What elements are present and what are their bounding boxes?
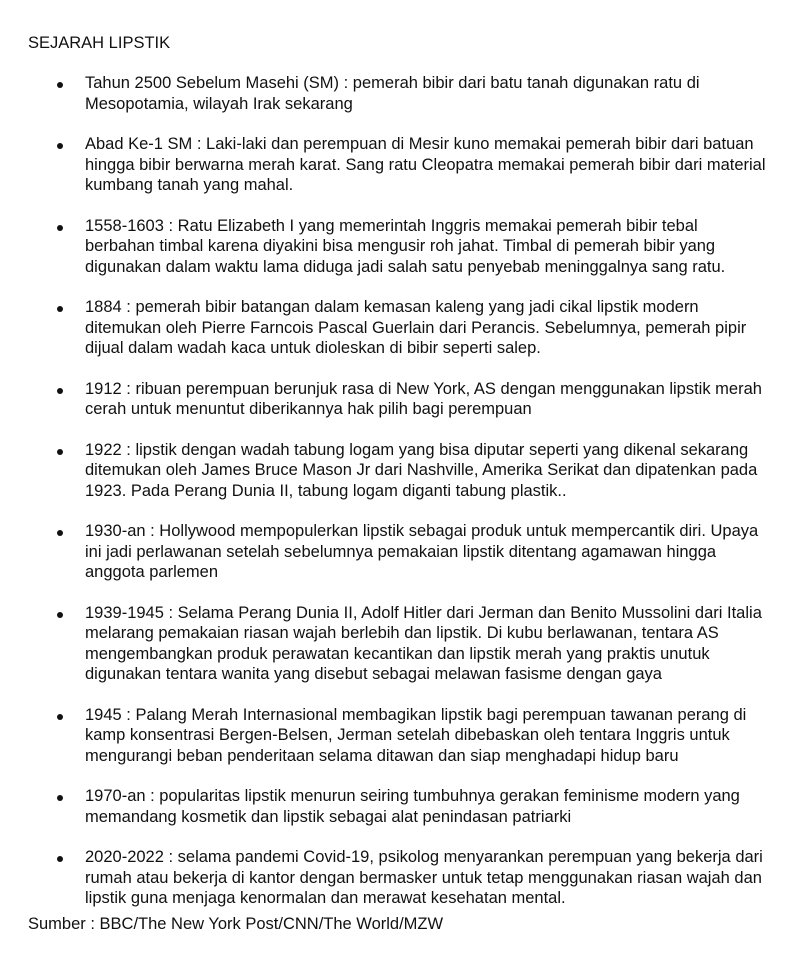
bullet-icon [57,714,63,720]
bullet-icon [57,795,63,801]
list-item-text: 1884 : pemerah bibir batangan dalam kemasan kaleng yang jadi cikal lipstik modern ditemukan oleh Pierre Farncois Pascal Guerlain dari Perancis. Sebelumnya, pemerah pipir dijual dalam wadah kaca untuk dioleskan di bibir seperti salep. [85,298,747,357]
bullet-icon [57,530,63,536]
bullet-icon [57,306,63,312]
bullet-icon [57,856,63,862]
document-title: SEJARAH LIPSTIK [28,34,171,52]
list-item [0,379,800,420]
bullet-icon [57,225,63,231]
list-item [0,73,800,114]
list-item [0,134,800,196]
list-item-text: 1939-1945 : Selama Perang Dunia II, Adolf Hitler dari Jerman dan Benito Mussolini dari Italia melarang pemakaian riasan wajah berlebih dan lipstik. Di kubu berlawanan, tentara AS mengembangkan produk perawatan kecantikan dan lipstik merah yang praktis unutuk digunakan tentara wanita yang disebut sebagai melawan fasisme dengan gaya [85,603,762,683]
list-item [0,440,800,502]
list-item [0,216,800,278]
list-item [0,705,800,767]
history-list [0,73,800,929]
list-item [0,847,800,909]
list-item [0,521,800,583]
bullet-icon [57,143,63,149]
list-item-text: Abad Ke-1 SM : Laki-laki dan perempuan di Mesir kuno memakai pemerah bibir dari batuan hingga bibir berwarna merah karat. Sang ratu Cleopatra memakai pemerah bibir dari material kumbang tanah yang mahal. [85,135,766,194]
list-item-text: 1912 : ribuan perempuan berunjuk rasa di New York, AS dengan menggunakan lipstik merah cerah untuk menuntut diberikannya hak pilih bagi perempuan [85,379,762,418]
list-item-text: Tahun 2500 Sebelum Masehi (SM) : pemerah bibir dari batu tanah digunakan ratu di Mesopotamia, wilayah Irak sekarang [85,74,700,113]
list-item [0,786,800,827]
bullet-icon [57,82,63,88]
bullet-icon [57,449,63,455]
list-item-text: 1558-1603 : Ratu Elizabeth I yang memerintah Inggris memakai pemerah bibir tebal berbahan timbal karena diyakini bisa mengusir roh jahat. Timbal di pemerah bibir yang digunakan dalam waktu lama diduga jadi salah satu penyebab meninggalnya sang ratu. [85,216,726,276]
list-item-text: 1930-an : Hollywood mempopulerkan lipstik sebagai produk untuk mempercantik diri. Upaya ini jadi perlawanan setelah sebelumnya pemakaian lipstik ditentang agamawan hingga anggota parlemen [85,522,759,581]
source-credit: Sumber : BBC/The New York Post/CNN/The World/MZW [28,915,444,933]
list-item [0,297,800,359]
list-item-text: 2020-2022 : selama pandemi Covid-19, psikolog menyarankan perempuan yang bekerja dari rumah atau bekerja di kantor dengan bermasker untuk tetap menggunakan riasan wajah dan lipstik guna menjaga kenormalan dan merawat kesehatan mental. [85,848,763,907]
list-item-text: 1945 : Palang Merah Internasional membagikan lipstik bagi perempuan tawanan perang di kamp konsentrasi Bergen-Belsen, Jerman setelah dibebaskan oleh tentara Inggris untuk mengurangi beban penderitaan selama ditawan dan siap menghadapi hidup baru [85,705,747,765]
list-item-text: 1922 : lipstik dengan wadah tabung logam yang bisa diputar seperti yang dikenal sekarang ditemukan oleh James Bruce Mason Jr dari Nashville, Amerika Serikat dan dipatenkan pada 1923. Pada Perang Dunia II, tabung logam diganti tabung plastik.. [85,440,758,500]
bullet-icon [57,612,63,618]
list-item-text: 1970-an : popularitas lipstik menurun seiring tumbuhnya gerakan feminisme modern yang memandang kosmetik dan lipstik sebagai alat penindasan patriarki [85,787,740,826]
list-item [0,603,800,685]
bullet-icon [57,388,63,394]
